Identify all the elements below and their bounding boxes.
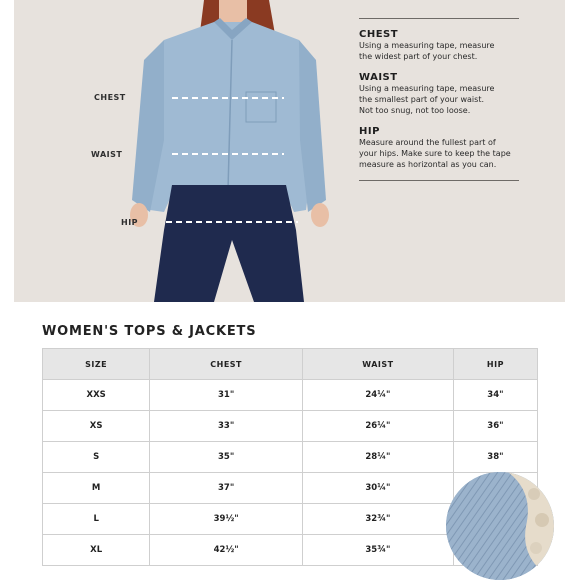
- cell-waist: 26¼": [302, 411, 453, 442]
- column-header-chest: CHEST: [150, 349, 303, 380]
- table-row: [43, 442, 538, 473]
- cell-waist: 30¼": [302, 473, 453, 504]
- cell-waist: 32¾": [302, 504, 453, 535]
- waist-label: WAIST: [91, 150, 123, 159]
- table-row: [43, 380, 538, 411]
- column-header-size: SIZE: [43, 349, 150, 380]
- guide-bottom-divider: [359, 180, 519, 181]
- cell-hip: 36": [453, 411, 537, 442]
- cell-waist: 24¼": [302, 380, 453, 411]
- table-header-row: [43, 349, 538, 380]
- hip-label: HIP: [121, 218, 139, 227]
- guide-hip: [359, 126, 519, 170]
- guide-hip-title: HIP: [359, 126, 380, 137]
- cell-waist: 28¼": [302, 442, 453, 473]
- guide-waist-text: Using a measuring tape, measure the smallest part of your waist. Not too snug, not too loose.: [359, 84, 495, 115]
- measurement-guide: [359, 18, 519, 181]
- cell-chest: 42½": [150, 535, 303, 566]
- guide-waist: [359, 72, 519, 116]
- column-header-hip: HIP: [453, 349, 537, 380]
- chest-label: CHEST: [94, 93, 126, 102]
- guide-chest-text: Using a measuring tape, measure the widest part of your chest.: [359, 41, 495, 61]
- cell-size: M: [43, 473, 150, 504]
- cell-chest: 35": [150, 442, 303, 473]
- cell-chest: 39½": [150, 504, 303, 535]
- guide-hip-text: Measure around the fullest part of your hips. Make sure to keep the tape measure as horizontal as you can.: [359, 138, 511, 169]
- guide-chest-title: CHEST: [359, 29, 399, 40]
- cell-size: S: [43, 442, 150, 473]
- guide-chest: [359, 29, 519, 62]
- fabric-swatch-image: [446, 472, 554, 580]
- column-header-waist: WAIST: [302, 349, 453, 380]
- cell-size: XL: [43, 535, 150, 566]
- cell-size: XXS: [43, 380, 150, 411]
- measurement-photo: [14, 0, 565, 302]
- cell-chest: 33": [150, 411, 303, 442]
- fabric-texture: [446, 472, 554, 580]
- table-row: [43, 411, 538, 442]
- cell-hip: 38": [453, 442, 537, 473]
- guide-top-divider: [359, 18, 519, 19]
- size-table-heading: WOMEN'S TOPS & JACKETS: [42, 324, 257, 339]
- cell-chest: 31": [150, 380, 303, 411]
- cell-waist: 35¾": [302, 535, 453, 566]
- guide-waist-title: WAIST: [359, 72, 398, 83]
- cell-hip: 34": [453, 380, 537, 411]
- cell-chest: 37": [150, 473, 303, 504]
- cell-size: XS: [43, 411, 150, 442]
- cell-size: L: [43, 504, 150, 535]
